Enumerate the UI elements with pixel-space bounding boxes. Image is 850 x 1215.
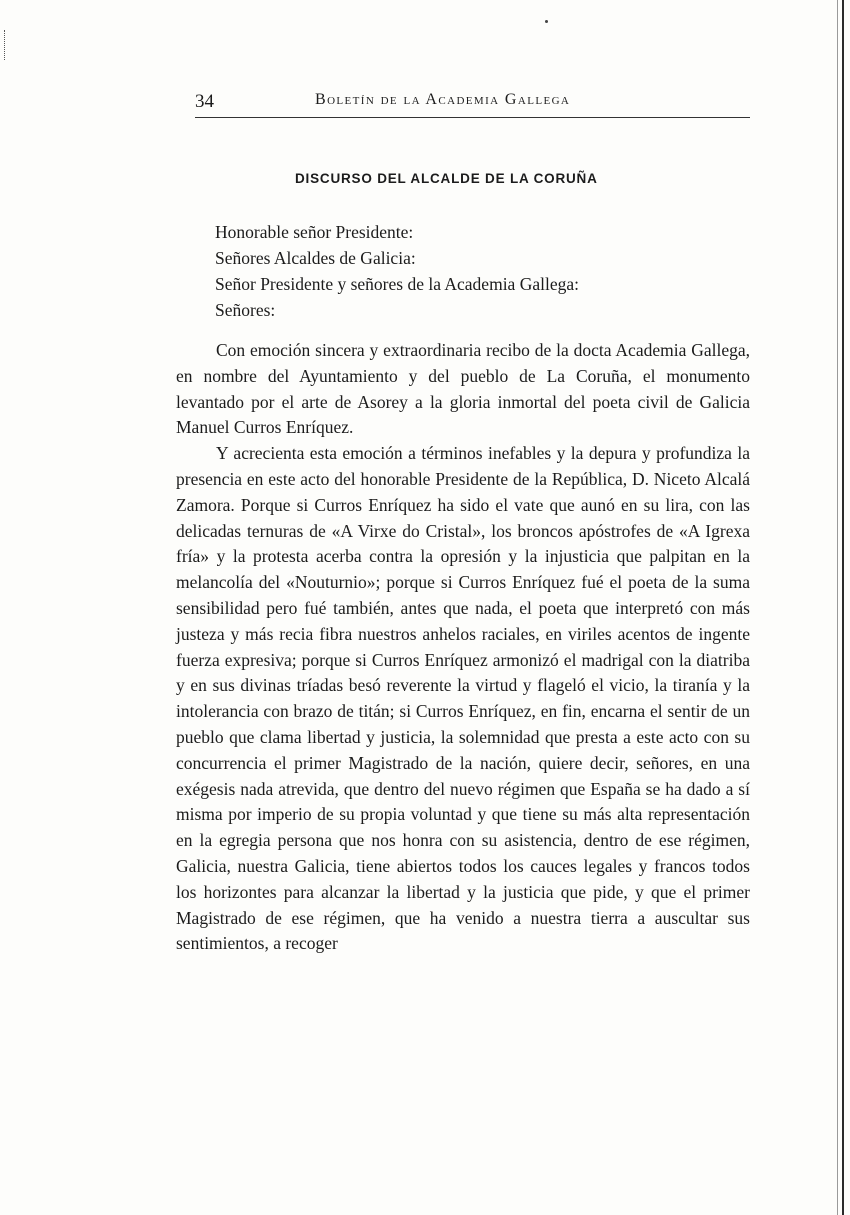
salutation-line: Señores Alcaldes de Galicia: <box>215 248 416 268</box>
salutation-block <box>215 219 735 323</box>
binding-marks <box>4 30 6 60</box>
page-number: 34 <box>195 91 214 112</box>
page-edge-shadow <box>842 0 844 1215</box>
page-edge-line <box>837 0 838 1215</box>
salutation-line: Señor Presidente y señores de la Academia Gallega: <box>215 274 579 294</box>
paragraph: Y acrecienta esta emoción a términos inefables y la depura y profundiza la presencia en este acto del honorable Presidente de la República, D. Niceto Alcalá Zamora. Porque si Curros Enríquez ha sido el vate que aunó en su lira, con las delicadas ternuras de «A Virxe do Cristal», los broncos apóstrofes de «A Igrexa fría» y la protesta acerba contra la opresión y la injusticia que palpitan en la melancolía del «Nouturnio»; porque si Curros Enríquez fué el poeta de la suma sensibilidad pero fué también, antes que nada, el poeta que interpretó con más justeza y más recia fibra nuestros anhelos raciales, en viriles acentos de ingente fuerza expresiva; porque si Curros Enríquez armonizó el madrigal con la diatriba y en sus divinas tríadas besó reverente la virtud y flageló el vicio, la tiranía y la intolerancia con brazo de titán; si Curros Enríquez, en fin, encarna el sentir de un pueblo que clama libertad y justicia, la solemnidad que presta a este acto con su concurrencia el primer Magistrado de la nación, quiere decir, señores, en una exégesis nada atrevida, que dentro del nuevo régimen que España se ha dado a sí misma por imperio de su propia voluntad y que tiene su más alta representación en la egregia persona que nos honra con su asistencia, dentro de ese régimen, Galicia, nuestra Galicia, tiene abiertos todos los cauces legales y francos todos los horizontes para alcanzar la libertad y la justicia que pide, y que el primer Magistrado de ese régimen, que ha venido a nuestra tierra a auscultar sus sentimientos, a recoger <box>176 443 750 954</box>
running-title: Boletín de la Academia Gallega <box>315 91 571 108</box>
salutation-line: Honorable señor Presidente: <box>215 222 414 242</box>
page-header <box>195 88 750 116</box>
section-title: DISCURSO DEL ALCALDE DE LA CORUÑA <box>295 171 598 186</box>
speech-body <box>176 338 750 957</box>
scan-speck <box>545 20 548 23</box>
header-rule <box>195 117 750 118</box>
salutation-line: Señores: <box>215 300 276 320</box>
paragraph: Con emoción sincera y extraordinaria recibo de la docta Academia Gallega, en nombre del Ayuntamiento y del pueblo de La Coruña, el monumento levantado por el arte de Asorey a la gloria inmortal del poeta civil de Galicia Manuel Curros Enríquez. <box>176 340 750 438</box>
